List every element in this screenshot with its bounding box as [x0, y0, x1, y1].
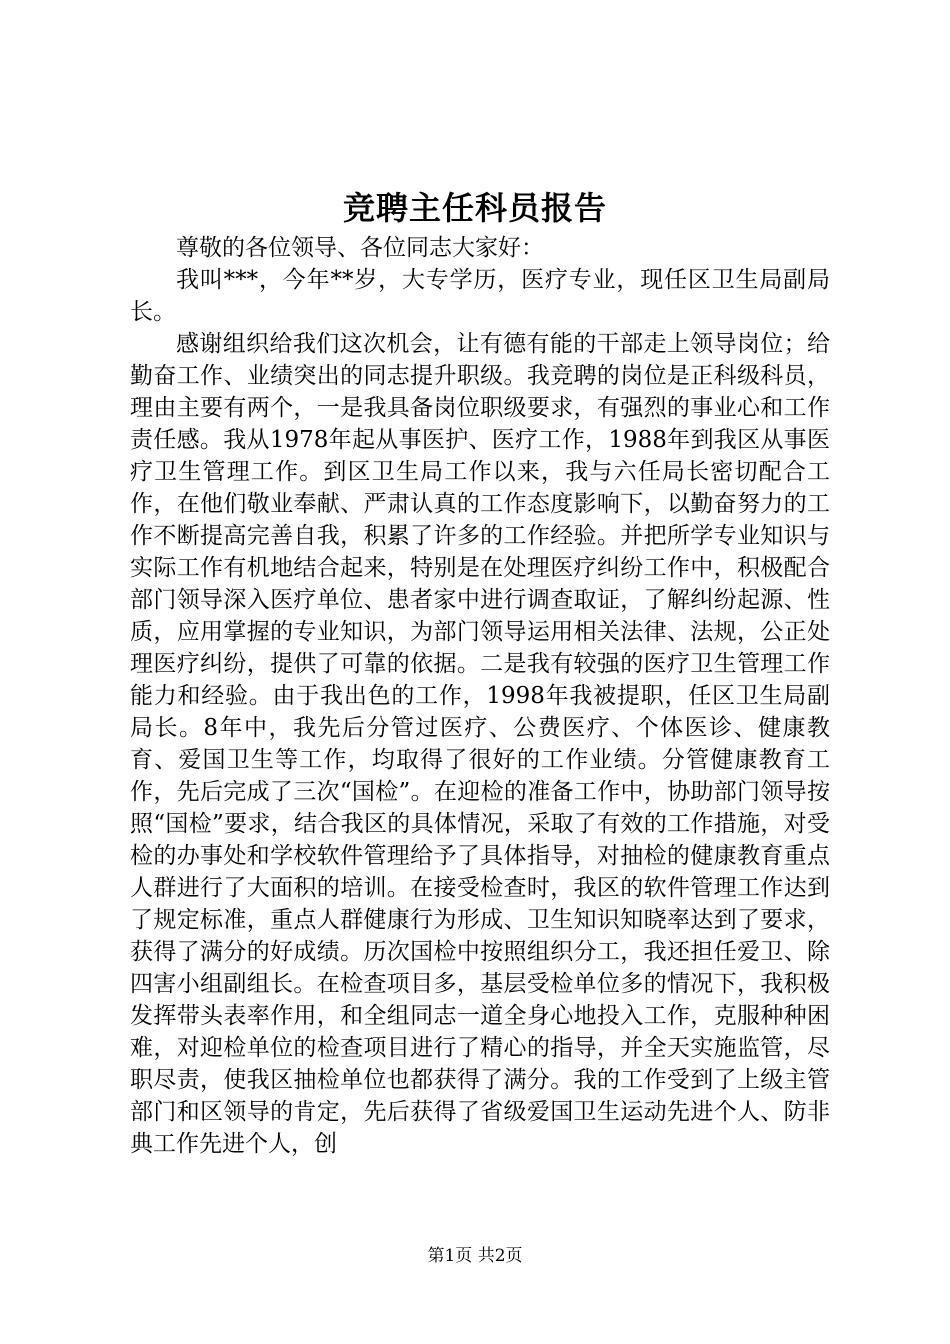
- document-body: [130, 232, 830, 1160]
- main-paragraph: 感谢组织给我们这次机会，让有德有能的干部走上领导岗位；给勤奋工作、业绩突出的同志提升职级。我竞聘的岗位是正科级科员，理由主要有两个，一是我具备岗位职级要求，有强烈的事业心和工作责任感。我从1978年起从事医护、医疗工作，1988年到我区从事医疗卫生管理工作。到区卫生局工作以来，我与六任局长密切配合工作，在他们敬业奉献、严肃认真的工作态度影响下，以勤奋努力的工作不断提高完善自我，积累了许多的工作经验。并把所学专业知识与实际工作有机地结合起来，特别是在处理医疗纠纷工作中，积极配合部门领导深入医疗单位、患者家中进行调查取证，了解纠纷起源、性质，应用掌握的专业知识，为部门领导运用相关法律、法规，公正处理医疗纠纷，提供了可靠的依据。二是我有较强的医疗卫生管理工作能力和经验。由于我出色的工作，1998年我被提职，任区卫生局副局长。8年中，我先后分管过医疗、公费医疗、个体医诊、健康教育、爱国卫生等工作，均取得了很好的工作业绩。分管健康教育工作，先后完成了三次“国检”。在迎检的准备工作中，协助部门领导按照“国检”要求，结合我区的具体情况，采取了有效的工作措施，对受检的办事处和学校软件管理给予了具体指导，对抽检的健康教育重点人群进行了大面积的培训。在接受检查时，我区的软件管理工作达到了规定标准，重点人群健康行为形成、卫生知识知晓率达到了要求，获得了满分的好成绩。历次国检中按照组织分工，我还担任爱卫、除四害小组副组长。在检查项目多，基层受检单位多的情况下，我积极发挥带头表率作用，和全组同志一道全身心地投入工作，克服种种困难，对迎检单位的检查项目进行了精心的指导，并全天实施监管，尽职尽责，使我区抽检单位也都获得了满分。我的工作受到了上级主管部门和区领导的肯定，先后获得了省级爱国卫生运动先进个人、防非典工作先进个人，创: [130, 331, 830, 1157]
- salutation-paragraph: 尊敬的各位领导、各位同志大家好：: [176, 235, 544, 261]
- page-number-footer: 第1页 共2页: [427, 1246, 523, 1266]
- self-introduction-paragraph: 我叫***，今年**岁，大专学历，医疗专业，现任区卫生局副局长。: [130, 267, 830, 325]
- document-title: 竞聘主任科员报告: [342, 189, 607, 227]
